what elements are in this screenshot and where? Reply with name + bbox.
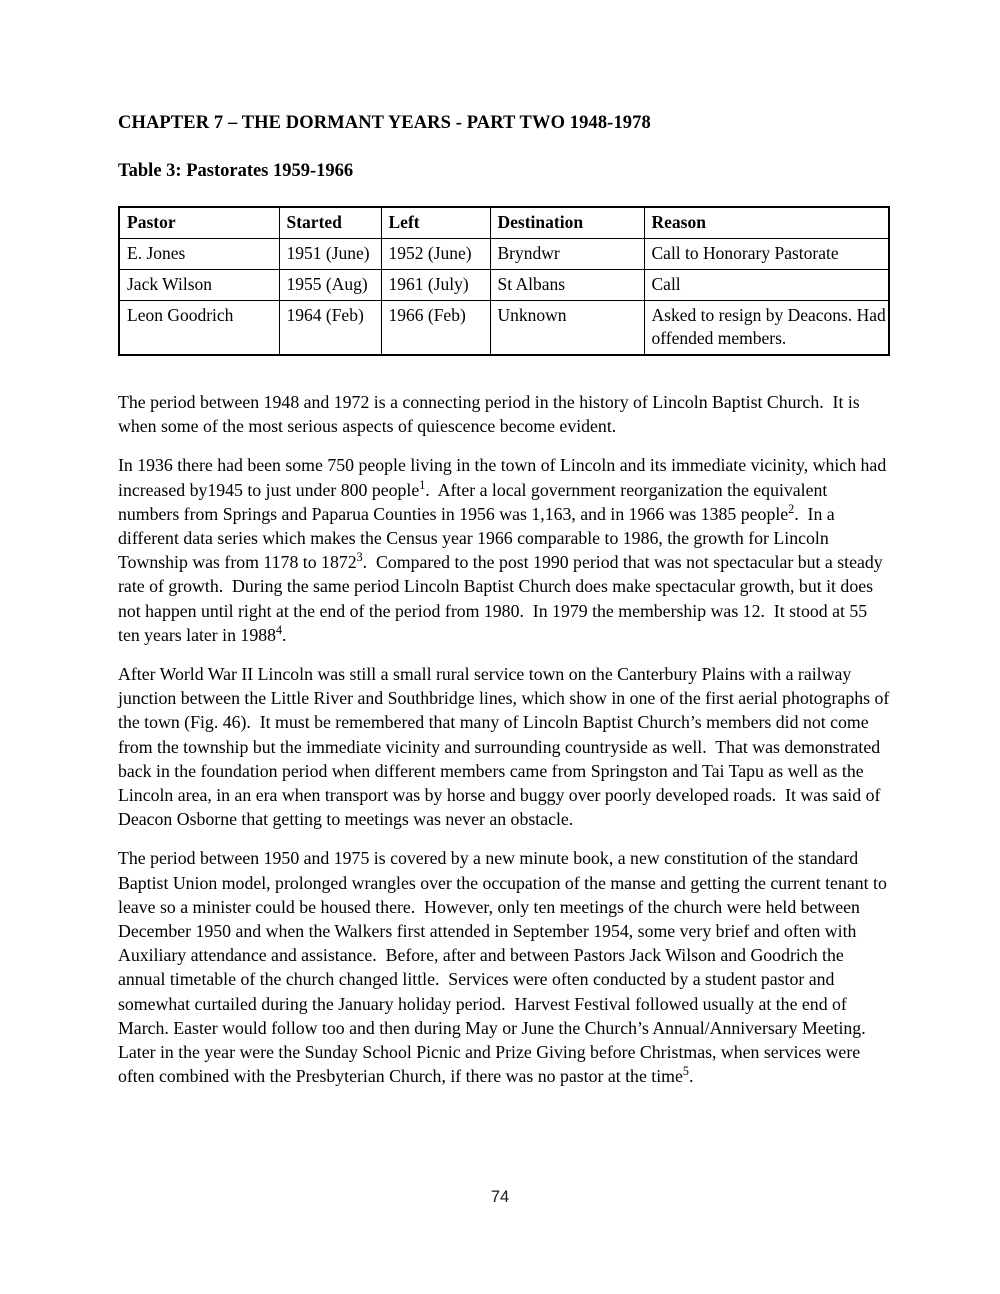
paragraph-2-segment-a: In 1936 there had been some 750 people living in the town of Lincoln and its immediate vicinity, which had increased by1945 to just under 800 people	[118, 455, 891, 500]
column-header-reason: Reason	[644, 207, 889, 239]
table-row	[119, 270, 889, 301]
footnote-marker-3: 3	[356, 550, 363, 565]
cell-left: 1952 (June)	[381, 239, 490, 270]
footnote-marker-4: 4	[276, 622, 283, 637]
footnote-marker-5: 5	[682, 1064, 689, 1079]
pastorates-table	[118, 206, 890, 356]
table-header-row	[119, 207, 889, 239]
paragraph-2	[118, 453, 890, 647]
column-header-left: Left	[381, 207, 490, 239]
page-content	[118, 110, 894, 1103]
paragraph-2-segment-d: . Compared to the post 1990 period that was not spectacular but a steady rate of growth. During the same period Lincoln Baptist Church does make spectacular growth, but it does not happen until right at the end of the period from 1980. In 1979 the membership was 12. It stood at 55 ten years later in 1988	[118, 552, 888, 645]
cell-started: 1964 (Feb)	[279, 301, 381, 356]
cell-left: 1961 (July)	[381, 270, 490, 301]
cell-reason: Asked to resign by Deacons. Had offended members.	[644, 301, 889, 356]
table-row	[119, 301, 889, 356]
table-caption: Table 3: Pastorates 1959-1966	[118, 161, 354, 181]
footnote-marker-2: 2	[788, 501, 795, 516]
cell-started: 1955 (Aug)	[279, 270, 381, 301]
paragraph-4-segment-b: .	[688, 1066, 694, 1087]
paragraph-2-segment-b: . After a local government reorganization the equivalent numbers from Springs and Paparua Counties in 1956 was 1,163, and in 1966 was 1385 people	[118, 479, 832, 524]
paragraph-4	[118, 846, 890, 1088]
cell-pastor: Leon Goodrich	[119, 301, 279, 356]
cell-destination: Unknown	[490, 301, 644, 356]
body-text	[118, 390, 894, 1088]
paragraph-2-segment-c: . In a different data series which makes the Census year 1966 comparable to 1986, the growth for Lincoln Township was from 1178 to 1872	[118, 503, 840, 573]
paragraph-3-text: After World War II Lincoln was still a small rural service town on the Canterbury Plains with a railway junction between the Little River and Southbridge lines, which show in one of the first aerial photographs of the town (Fig. 46). It must be remembered that many of Lincoln Baptist Church’s members did not come from the township but the immediate vicinity and surrounding countryside as well. That was demonstrated back in the foundation period when different members came from Springston and Tai Tapu as well as the Lincoln area, in an era when transport was by horse and buggy over poorly developed roads. It was said of Deacon Osborne that getting to meetings was never an obstacle.	[118, 664, 894, 830]
paragraph-1	[118, 390, 890, 438]
cell-pastor: Jack Wilson	[119, 270, 279, 301]
table-row	[119, 239, 889, 270]
cell-reason: Call to Honorary Pastorate	[644, 239, 889, 270]
column-header-destination: Destination	[490, 207, 644, 239]
column-header-pastor: Pastor	[119, 207, 279, 239]
cell-destination: St Albans	[490, 270, 644, 301]
column-header-started: Started	[279, 207, 381, 239]
paragraph-4-segment-a: The period between 1950 and 1975 is covered by a new minute book, a new constitution of the standard Baptist Union model, prolonged wrangles over the occupation of the manse and getting the current tenant to leave so a minister could be housed there. However, only ten meetings of the church were held between December 1950 and when the Walkers first attended in September 1954, some very brief and often with Auxiliary attendance and assistance. Before, after and between Pastors Jack Wilson and Goodrich the annual timetable of the church changed little. Services were often conducted by a student pastor and somewhat curtailed during the January holiday period. Harvest Festival followed usually at the end of March. Easter would follow too and then during May or June the Church’s Annual/Anniversary Meeting. Later in the year were the Sunday School Picnic and Prize Giving before Christmas, when services were often combined with the Presbyterian Church, if there was no pastor at the time	[118, 848, 892, 1087]
paragraph-1-text: The period between 1948 and 1972 is a connecting period in the history of Lincoln Baptist Church. It is when some of the most serious aspects of quiescence become evident.	[118, 392, 865, 437]
page-number: 74	[490, 1188, 510, 1206]
cell-destination: Bryndwr	[490, 239, 644, 270]
cell-reason: Call	[644, 270, 889, 301]
footnote-marker-1: 1	[419, 477, 426, 492]
paragraph-3	[118, 662, 894, 831]
cell-left: 1966 (Feb)	[381, 301, 490, 356]
cell-pastor: E. Jones	[119, 239, 279, 270]
cell-started: 1951 (June)	[279, 239, 381, 270]
paragraph-2-segment-e: .	[282, 624, 287, 645]
chapter-heading: CHAPTER 7 – THE DORMANT YEARS - PART TWO 1948-1978	[118, 113, 651, 133]
